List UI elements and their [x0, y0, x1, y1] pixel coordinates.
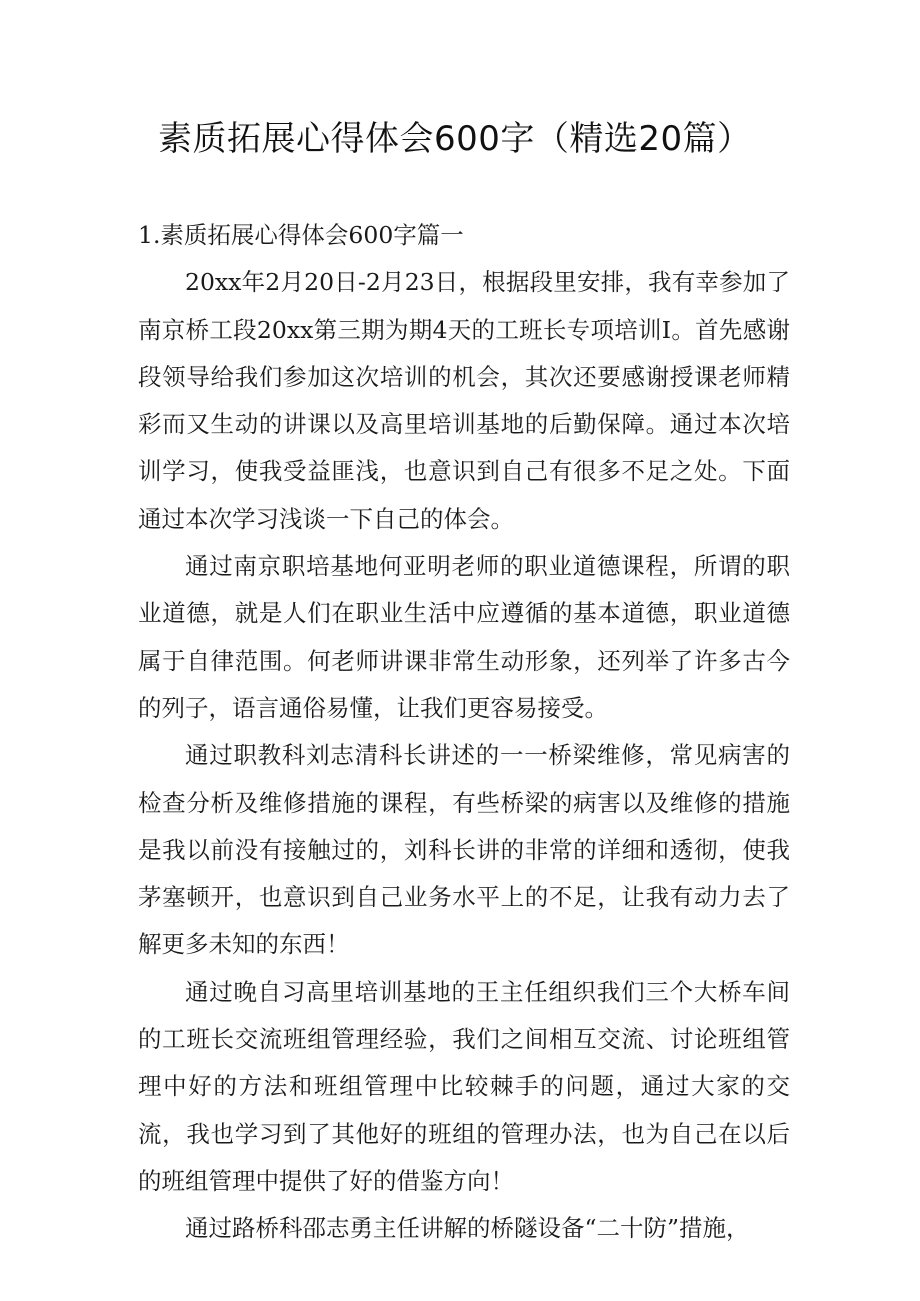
document-title: 素质拓展心得体会600字（精选20篇） [158, 119, 752, 159]
paragraph-3: 通过职教科刘志清科长讲述的一一桥梁维修，常见病害的检查分析及维修措施的课程，有些桥梁的病害以及维修的措施是我以前没有接触过的，刘科长讲的非常的详细和透彻，使我茅塞顿开，也意识到自己业务水平上的不足，让我有动力去了解更多未知的东西！ [138, 741, 790, 959]
paragraph-2: 通过南京职培基地何亚明老师的职业道德课程，所谓的职业道德，就是人们在职业生活中应遵循的基本道德，职业道德属于自律范围。何老师讲课非常生动形象，还列举了许多古今的列子，语言通俗易懂，让我们更容易接受。 [138, 552, 790, 722]
paragraph-4: 通过晚自习高里培训基地的王主任组织我们三个大桥车间的工班长交流班组管理经验，我们之间相互交流、讨论班组管理中好的方法和班组管理中比较棘手的问题，通过大家的交流，我也学习到了其他好的班组的管理办法，也为自己在以后的班组管理中提供了好的借鉴方向！ [138, 977, 790, 1195]
document-body [138, 212, 790, 1253]
section-heading: 1.素质拓展心得体会600字篇一 [138, 221, 464, 249]
paragraph-5: 通过路桥科邵志勇主任讲解的桥隧设备“二十防”措施， [185, 1214, 750, 1243]
paragraph-1: 20xx年2月20日-2月23日，根据段里安排，我有幸参加了南京桥工段20xx第三期为期4天的工班长专项培训I。首先感谢段领导给我们参加这次培训的机会，其次还要感谢授课老师精彩而又生动的讲课以及高里培训基地的后勤保障。通过本次培训学习，使我受益匪浅，也意识到自己有很多不足之处。下面通过本次学习浅谈一下自己的体会。 [138, 268, 790, 533]
